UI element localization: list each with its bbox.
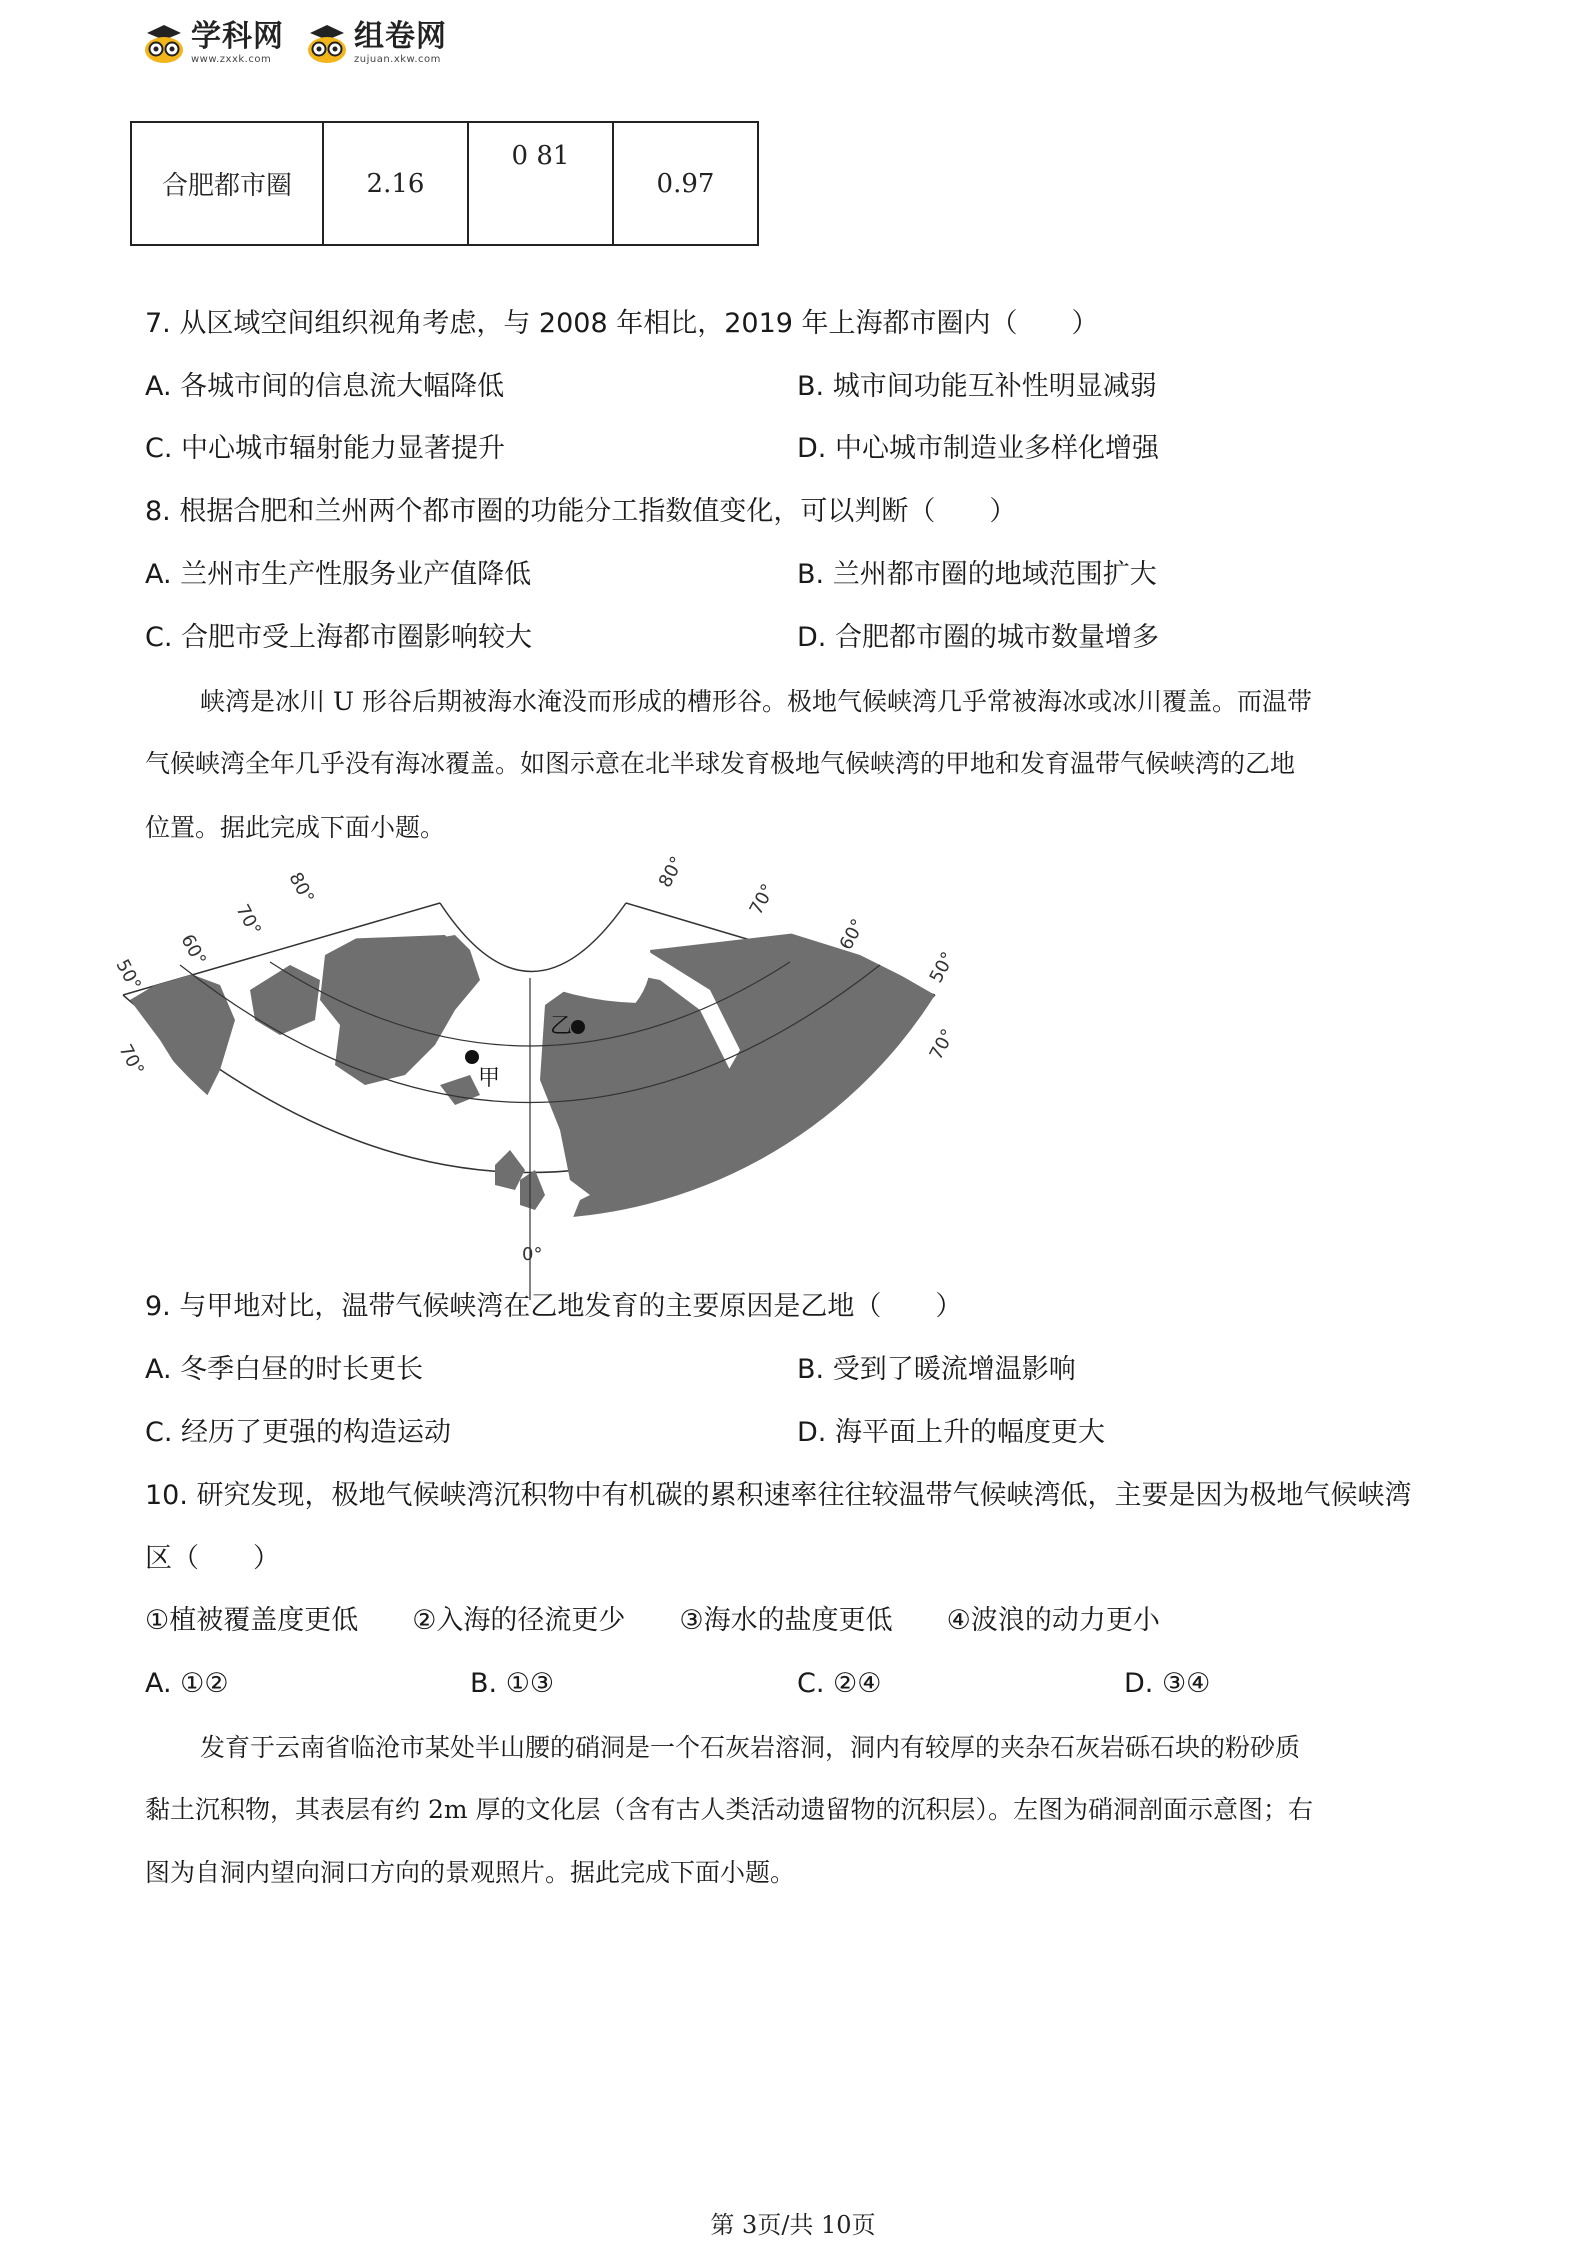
point-yi-label: 乙 xyxy=(550,1014,573,1039)
table-cell-value: 2.16 xyxy=(323,122,468,245)
logo-url: zujuan.xkw.com xyxy=(354,54,441,65)
passage-2-line: 图为自洞内望向洞口方向的景观照片。据此完成下面小题。 xyxy=(145,1858,796,1887)
table-row xyxy=(131,122,758,245)
logo-name: 组卷网 xyxy=(354,19,447,54)
lon-label: 0° xyxy=(522,1244,543,1265)
lat-label: 50° xyxy=(111,956,145,995)
polar-fjord-map xyxy=(111,853,970,1280)
question-10-items: ①植被覆盖度更低 ②入海的径流更少 ③海水的盐度更低 ④波浪的动力更小 xyxy=(145,1605,1160,1636)
q8-option-b[interactable]: B. 兰州都市圈的地域范围扩大 xyxy=(797,559,1157,590)
q7-option-a[interactable]: A. 各城市间的信息流大幅降低 xyxy=(145,371,505,402)
question-10-stem: 10. 研究发现，极地气候峡湾沉积物中有机碳的累积速率往往较温带气候峡湾低，主要是因为极地气候峡湾 xyxy=(145,1480,1412,1511)
passage-2-line: 黏土沉积物，其表层有约 2m 厚的文化层（含有古人类活动遗留物的沉积层）。左图为硝洞剖面示意图；右 xyxy=(145,1795,1314,1824)
table-cell-city: 合肥都市圈 xyxy=(131,122,323,245)
q8-option-d[interactable]: D. 合肥都市圈的城市数量增多 xyxy=(797,622,1159,653)
q10-option-b[interactable]: B. ①③ xyxy=(470,1668,555,1699)
q8-option-c[interactable]: C. 合肥市受上海都市圈影响较大 xyxy=(145,622,533,653)
q9-option-d[interactable]: D. 海平面上升的幅度更大 xyxy=(797,1417,1105,1448)
lat-label: 70° xyxy=(114,1041,148,1080)
zujuanwang-logo[interactable] xyxy=(306,19,447,65)
question-9-stem: 9. 与甲地对比，温带气候峡湾在乙地发育的主要原因是乙地（ ） xyxy=(145,1291,963,1322)
question-7-stem: 7. 从区域空间组织视角考虑，与 2008 年相比，2019 年上海都市圈内（ ） xyxy=(145,308,1099,339)
xuekewang-logo[interactable] xyxy=(143,19,284,65)
point-yi-marker xyxy=(571,1020,585,1034)
q8-option-a[interactable]: A. 兰州市生产性服务业产值降低 xyxy=(145,559,532,590)
header-logos xyxy=(143,19,447,65)
lat-label: 60° xyxy=(835,915,870,954)
q9-option-c[interactable]: C. 经历了更强的构造运动 xyxy=(145,1417,452,1448)
passage-1-line: 位置。据此完成下面小题。 xyxy=(145,813,446,842)
q9-option-a[interactable]: A. 冬季白昼的时长更长 xyxy=(145,1354,424,1385)
point-jia-label: 甲 xyxy=(478,1066,501,1091)
lat-label: 70° xyxy=(231,901,265,940)
question-8-stem: 8. 根据合肥和兰州两个都市圈的功能分工指数值变化，可以判断（ ） xyxy=(145,496,1017,527)
lat-label: 70° xyxy=(925,1025,960,1064)
logo-name: 学科网 xyxy=(191,19,284,54)
q10-option-a[interactable]: A. ①② xyxy=(145,1668,229,1699)
land-masses xyxy=(130,915,940,1260)
q10-option-c[interactable]: C. ②④ xyxy=(797,1668,882,1699)
lat-label: 80° xyxy=(654,853,689,892)
q7-option-b[interactable]: B. 城市间功能互补性明显减弱 xyxy=(797,371,1157,402)
passage-1-line: 气候峡湾全年几乎没有海冰覆盖。如图示意在北半球发育极地气候峡湾的甲地和发育温带气候峡湾的乙地 xyxy=(145,749,1296,778)
logo-url: www.zxxk.com xyxy=(191,54,272,65)
owl-face-icon xyxy=(306,24,348,64)
q10-option-d[interactable]: D. ③④ xyxy=(1124,1668,1211,1699)
owl-face-icon xyxy=(143,24,185,64)
q9-option-b[interactable]: B. 受到了暖流增温影响 xyxy=(797,1354,1076,1385)
function-index-table xyxy=(130,121,759,246)
lat-label: 70° xyxy=(745,880,780,919)
passage-1-line: 峡湾是冰川 U 形谷后期被海水淹没而形成的槽形谷。极地气候峡湾几乎常被海冰或冰川覆盖。而温带 xyxy=(200,687,1312,716)
table-cell-value: 0.97 xyxy=(613,122,758,245)
page-number: 第 3页/共 10页 xyxy=(710,2211,876,2239)
lat-label: 60° xyxy=(176,931,210,970)
lat-label: 80° xyxy=(284,869,318,908)
question-10-stem-cont: 区（ ） xyxy=(145,1543,280,1574)
table-cell-value: 0 81 xyxy=(468,122,613,245)
passage-2-line: 发育于云南省临沧市某处半山腰的硝洞是一个石灰岩溶洞，洞内有较厚的夹杂石灰岩砾石块的粉砂质 xyxy=(200,1733,1301,1762)
point-jia-marker xyxy=(465,1050,479,1064)
q7-option-d[interactable]: D. 中心城市制造业多样化增强 xyxy=(797,433,1159,464)
q7-option-c[interactable]: C. 中心城市辐射能力显著提升 xyxy=(145,433,506,464)
lat-label: 50° xyxy=(925,948,960,987)
